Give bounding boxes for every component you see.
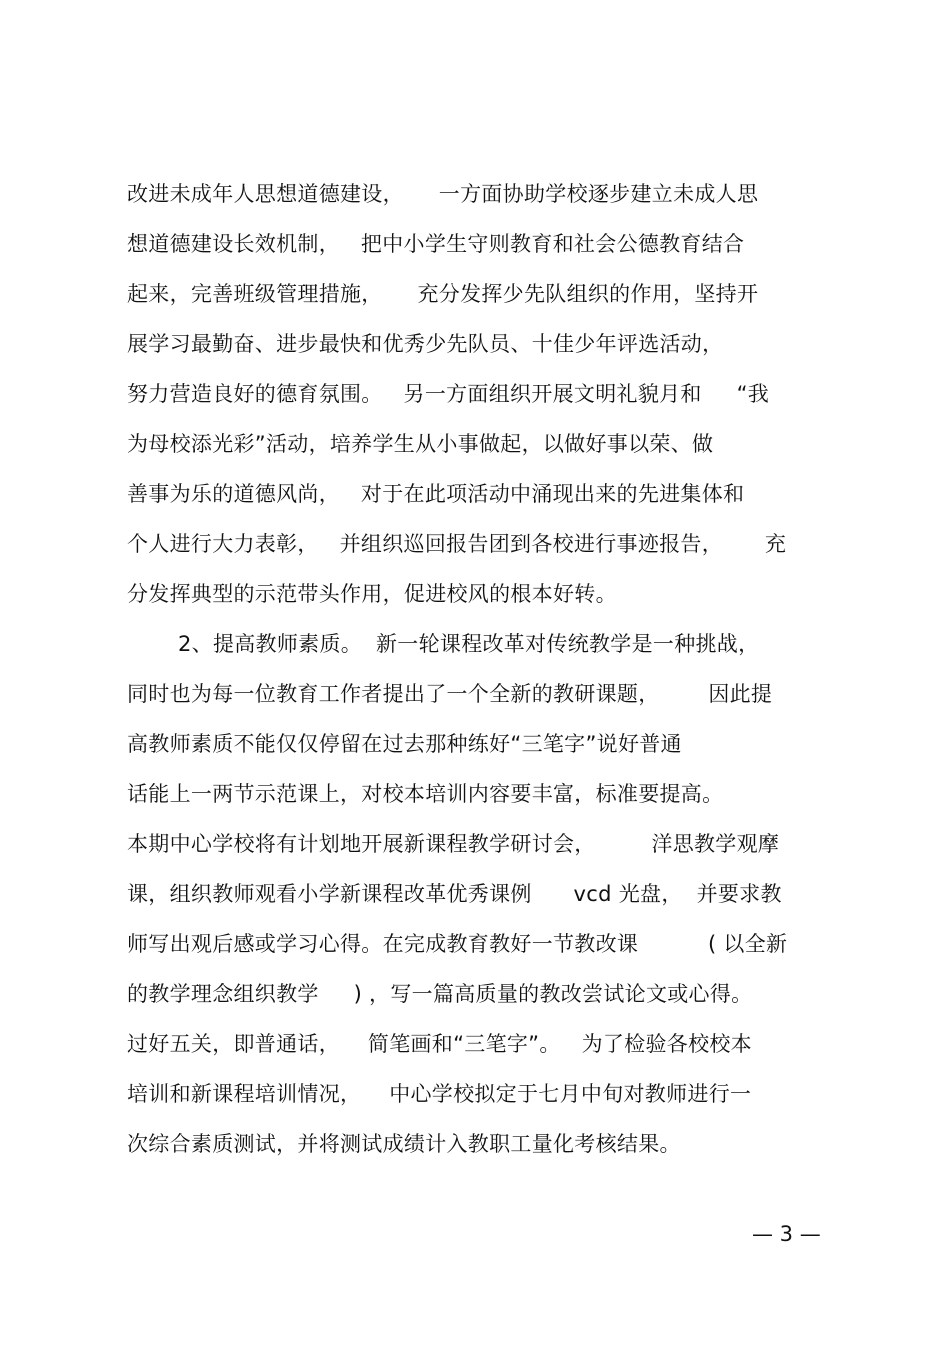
text-line: 个人进行大力表彰， 并组织巡回报告团到各校进行事迹报告， 充: [127, 532, 787, 556]
text-line: 努力营造良好的德育氛围。 另一方面组织开展文明礼貌月和 “我: [127, 382, 770, 406]
page-number: — 3 —: [752, 1222, 821, 1246]
text-line: 的教学理念组织教学 ) ，写一篇高质量的教改尝试论文或心得。: [127, 982, 753, 1006]
text-line: 过好五关，即普通话， 简笔画和“三笔字”。 为了检验各校校本: [127, 1032, 752, 1056]
text-line: 同时也为每一位教育工作者提出了一个全新的教研课题， 因此提: [127, 682, 773, 706]
text-line: 本期中心学校将有计划地开展新课程教学研讨会， 洋思教学观摩: [127, 832, 780, 856]
text-line: 起来，完善班级管理措施， 充分发挥少先队组织的作用，坚持开: [127, 282, 759, 306]
text-line: 课，组织教师观看小学新课程改革优秀课例 vcd 光盘， 并要求教: [127, 882, 782, 906]
section-heading-line: 2、提高教师素质。 新一轮课程改革对传统教学是一种挑战，: [178, 632, 760, 656]
text-line: 分发挥典型的示范带头作用，促进校风的根本好转。: [127, 582, 617, 606]
text-line: 话能上一两节示范课上，对校本培训内容要丰富，标准要提高。: [127, 782, 724, 806]
text-line: 培训和新课程培训情况， 中心学校拟定于七月中旬对教师进行一: [127, 1082, 752, 1106]
text-line: 为母校添光彩”活动，培养学生从小事做起，以做好事以荣、做: [127, 432, 714, 456]
text-line: 改进未成年人思想道德建设， 一方面协助学校逐步建立未成人思: [127, 182, 759, 206]
text-line: 善事为乐的道德风尚， 对于在此项活动中涌现出来的先进集体和: [127, 482, 745, 506]
text-line: 师写出观后感或学习心得。在完成教育教好一节教改课 ( 以全新: [127, 932, 788, 956]
text-line: 高教师素质不能仅仅停留在过去那种练好“三笔字”说好普通: [127, 732, 682, 756]
text-line: 想道德建设长效机制， 把中小学生守则教育和社会公德教育结合: [127, 232, 745, 256]
text-line: 次综合素质测试，并将测试成绩计入教职工量化考核结果。: [127, 1132, 681, 1156]
text-line: 展学习最勤奋、进步最快和优秀少先队员、十佳少年评选活动，: [127, 332, 724, 356]
